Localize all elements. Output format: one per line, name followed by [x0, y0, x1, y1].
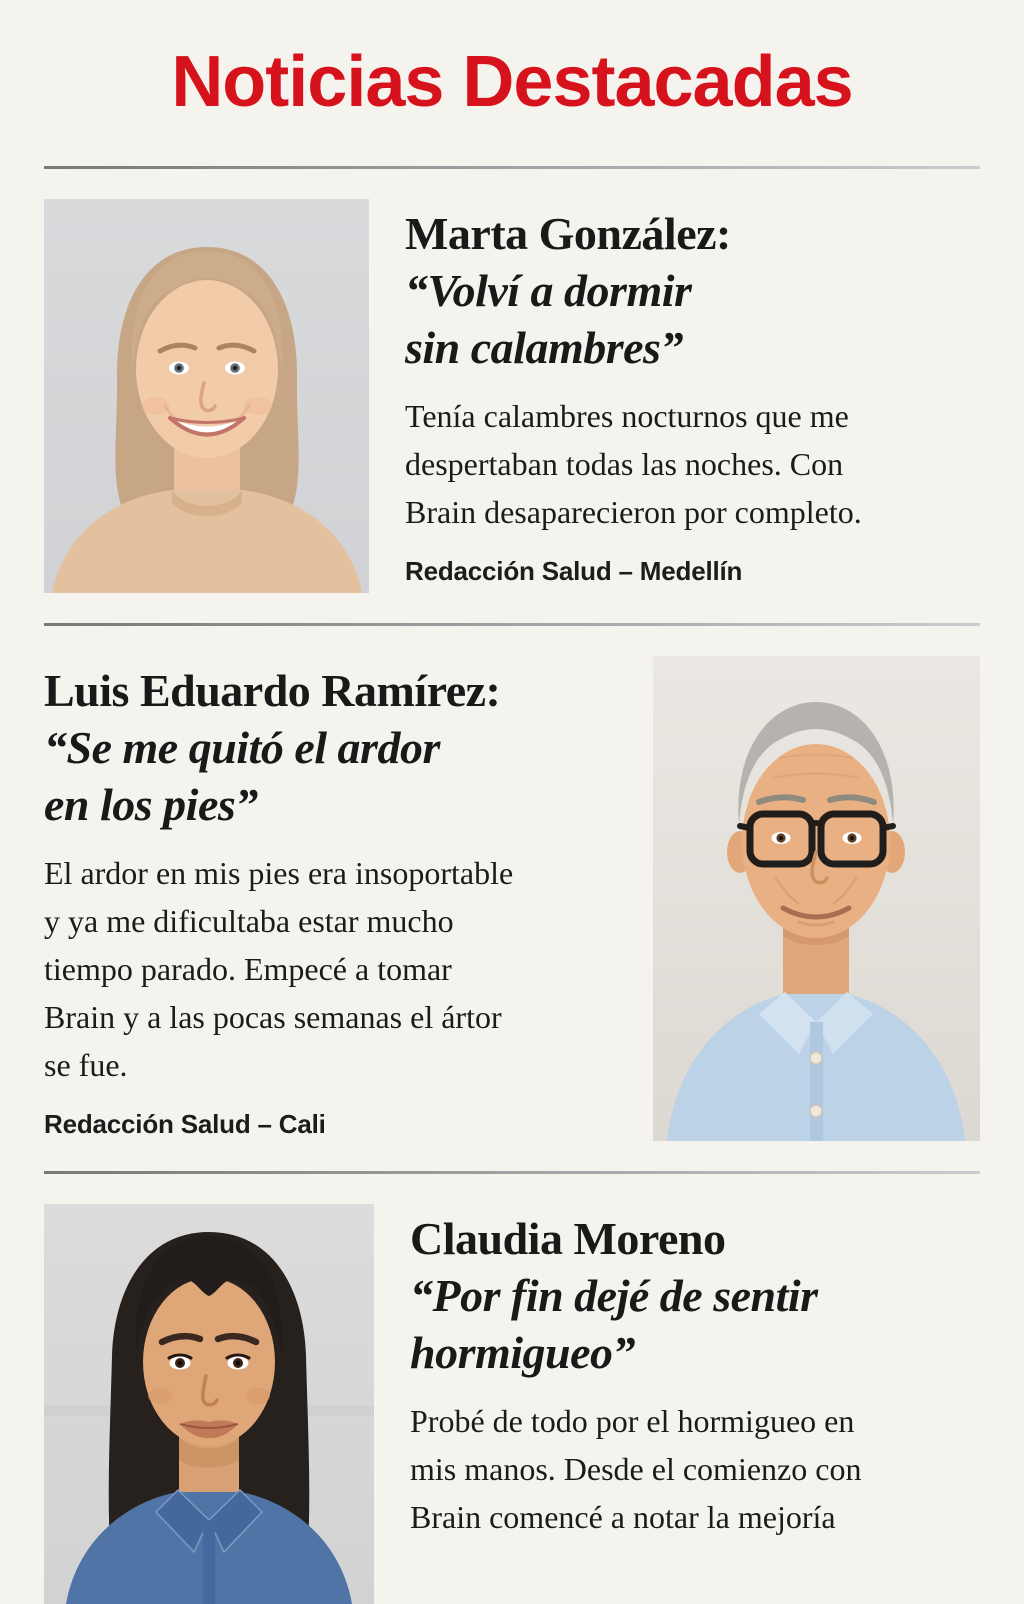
body-line: El ardor en mis pies era insoportable: [44, 855, 514, 892]
story-headline-quote: [44, 719, 617, 833]
story-headline-name: Luis Eduardo Ramírez:: [44, 665, 501, 716]
luis-eduardo-ramirez-portrait-image: [653, 656, 980, 1141]
page: [0, 42, 1024, 1604]
quote-line: “Por fin dejé de sentir: [410, 1270, 818, 1322]
quote-line: “Se me quitó el ardor: [44, 722, 440, 774]
section-divider: [44, 166, 980, 169]
story-headline-name: Claudia Moreno: [410, 1213, 726, 1264]
quote-line: hormigueo”: [410, 1327, 636, 1379]
story-byline: Redacción Salud – Medellín: [405, 556, 743, 587]
marta-gonzalez-portrait-image: [44, 199, 369, 593]
body-line: despertaban todas las noches. Con: [405, 446, 844, 483]
story-claudia-moreno: [44, 1204, 980, 1604]
story-body: [410, 1397, 980, 1541]
story-headline-name: Marta González:: [405, 208, 731, 259]
story-marta-gonzalez: [44, 199, 980, 593]
section-divider: [44, 1171, 980, 1174]
quote-line: sin calambres”: [405, 322, 683, 374]
body-line: se fue.: [44, 1047, 128, 1084]
quote-line: en los pies”: [44, 779, 258, 831]
story-body: [405, 392, 980, 536]
story-headline-quote: [410, 1267, 980, 1381]
body-line: mis manos. Desde el comienzo con: [410, 1451, 862, 1488]
quote-line: “Volví a dormir: [405, 265, 692, 317]
body-line: y ya me dificultaba estar mucho: [44, 903, 454, 940]
marta-gonzalez-photo: [44, 199, 369, 593]
story-headline-quote: [405, 262, 980, 376]
body-line: Brain desaparecieron por completo.: [405, 494, 862, 531]
body-line: tiempo parado. Empecé a tomar: [44, 951, 452, 988]
page-title: Noticias Destacadas: [171, 42, 853, 122]
story-body: [44, 849, 617, 1089]
body-line: Brain comencé a notar la mejoría: [410, 1499, 836, 1536]
story-byline: Redacción Salud – Cali: [44, 1109, 326, 1140]
story-text: [44, 656, 617, 1141]
body-line: Tenía calambres nocturnos que me: [405, 398, 849, 435]
claudia-moreno-photo: [44, 1204, 374, 1604]
story-luis-eduardo-ramirez: [44, 656, 980, 1141]
story-text: [410, 1204, 980, 1604]
claudia-moreno-portrait-image: [44, 1204, 374, 1604]
section-divider: [44, 623, 980, 626]
luis-eduardo-ramirez-photo: [653, 656, 980, 1141]
body-line: Brain y a las pocas semanas el ártor: [44, 999, 502, 1036]
story-text: [405, 199, 980, 593]
body-line: Probé de todo por el hormigueo en: [410, 1403, 855, 1440]
